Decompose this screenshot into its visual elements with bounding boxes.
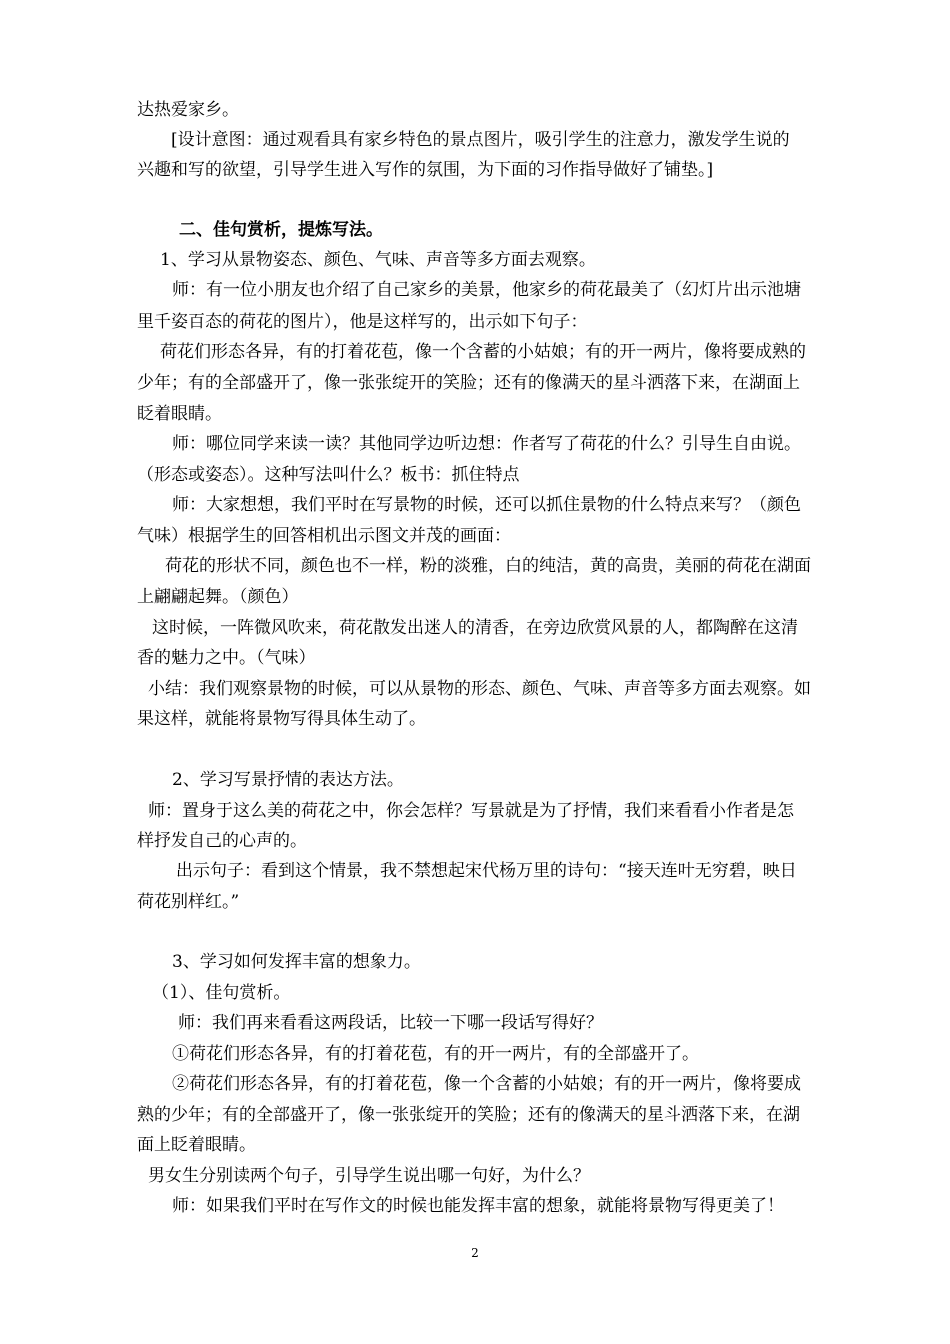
subsection-heading: 3、学习如何发挥丰富的想象力。 bbox=[172, 952, 421, 972]
text-line: ②荷花们形态各异，有的打着花苞，像一个含蓄的小姑娘；有的开一两片，像将要成 bbox=[172, 1074, 801, 1094]
page-number: 2 bbox=[471, 1246, 479, 1260]
text-line: 师：哪位同学来读一读？其他同学边听边想：作者写了荷花的什么？引导生自由说。 bbox=[172, 434, 801, 454]
text-line: 小结：我们观察景物的时候，可以从景物的形态、颜色、气味、声音等多方面去观察。如 bbox=[148, 679, 811, 699]
text-line: 师：有一位小朋友也介绍了自己家乡的美景，他家乡的荷花最美了（幻灯片出示池塘 bbox=[172, 280, 801, 300]
text-line: 师：大家想想，我们平时在写景物的时候，还可以抓住景物的什么特点来写？（颜色 bbox=[172, 495, 801, 515]
text-line: 面上眨着眼睛。 bbox=[137, 1135, 256, 1155]
text-line: 师：置身于这么美的荷花之中，你会怎样？写景就是为了抒情，我们来看看小作者是怎 bbox=[148, 801, 794, 821]
text-line: 里千姿百态的荷花的图片），他是这样写的，出示如下句子： bbox=[137, 312, 588, 332]
text-line: 气味）根据学生的回答相机出示图文并茂的画面： bbox=[137, 526, 511, 546]
text-line: 师：如果我们平时在写作文的时候也能发挥丰富的想象，就能将景物写得更美了！ bbox=[172, 1196, 784, 1216]
text-line: 荷花别样红。” bbox=[137, 892, 240, 912]
text-line: 熟的少年；有的全部盛开了，像一张张绽开的笑脸；还有的像满天的星斗洒落下来，在湖 bbox=[137, 1105, 800, 1125]
text-line: 达热爱家乡。 bbox=[137, 100, 239, 120]
text-line: 师：我们再来看看这两段话，比较一下哪一段话写得好？ bbox=[178, 1013, 603, 1033]
subsection-heading: 2、学习写景抒情的表达方法。 bbox=[172, 770, 404, 790]
text-line: 香的魅力之中。（气味） bbox=[137, 648, 316, 668]
subsection-heading: 1、学习从景物姿态、颜色、气味、声音等多方面去观察。 bbox=[160, 250, 596, 270]
text-line: 荷花们形态各异，有的打着花苞，像一个含蓄的小姑娘；有的开一两片，像将要成熟的 bbox=[160, 342, 806, 362]
text-line: 眨着眼睛。 bbox=[137, 404, 222, 424]
text-line: [设计意图：通过观看具有家乡特色的景点图片，吸引学生的注意力，激发学生说的 bbox=[171, 130, 790, 150]
text-line: 荷花的形状不同，颜色也不一样，粉的淡雅，白的纯洁，黄的高贵，美丽的荷花在湖面 bbox=[165, 556, 811, 576]
text-line: 出示句子：看到这个情景，我不禁想起宋代杨万里的诗句：“接天连叶无穷碧，映日 bbox=[176, 861, 797, 881]
text-line: ①荷花们形态各异，有的打着花苞，有的开一两片，有的全部盛开了。 bbox=[172, 1044, 699, 1064]
text-line: 果这样，就能将景物写得具体生动了。 bbox=[137, 709, 426, 729]
section-heading: 二、佳句赏析，提炼写法。 bbox=[179, 220, 383, 240]
text-line: 这时候，一阵微风吹来，荷花散发出迷人的清香，在旁边欣赏风景的人，都陶醉在这清 bbox=[152, 618, 798, 638]
text-line: （形态或姿态）。这种写法叫什么？板书：抓住特点 bbox=[137, 465, 520, 485]
text-line: 兴趣和写的欲望，引导学生进入写作的氛围，为下面的习作指导做好了铺垫。] bbox=[137, 160, 714, 180]
text-line: 样抒发自己的心声的。 bbox=[137, 831, 307, 851]
text-line: 男女生分别读两个句子，引导学生说出哪一句好，为什么？ bbox=[148, 1166, 590, 1186]
text-line: 上翩翩起舞。（颜色） bbox=[137, 587, 299, 607]
text-line: （1）、佳句赏析。 bbox=[152, 983, 291, 1003]
text-line: 少年；有的全部盛开了，像一张张绽开的笑脸；还有的像满天的星斗洒落下来，在湖面上 bbox=[137, 373, 800, 393]
